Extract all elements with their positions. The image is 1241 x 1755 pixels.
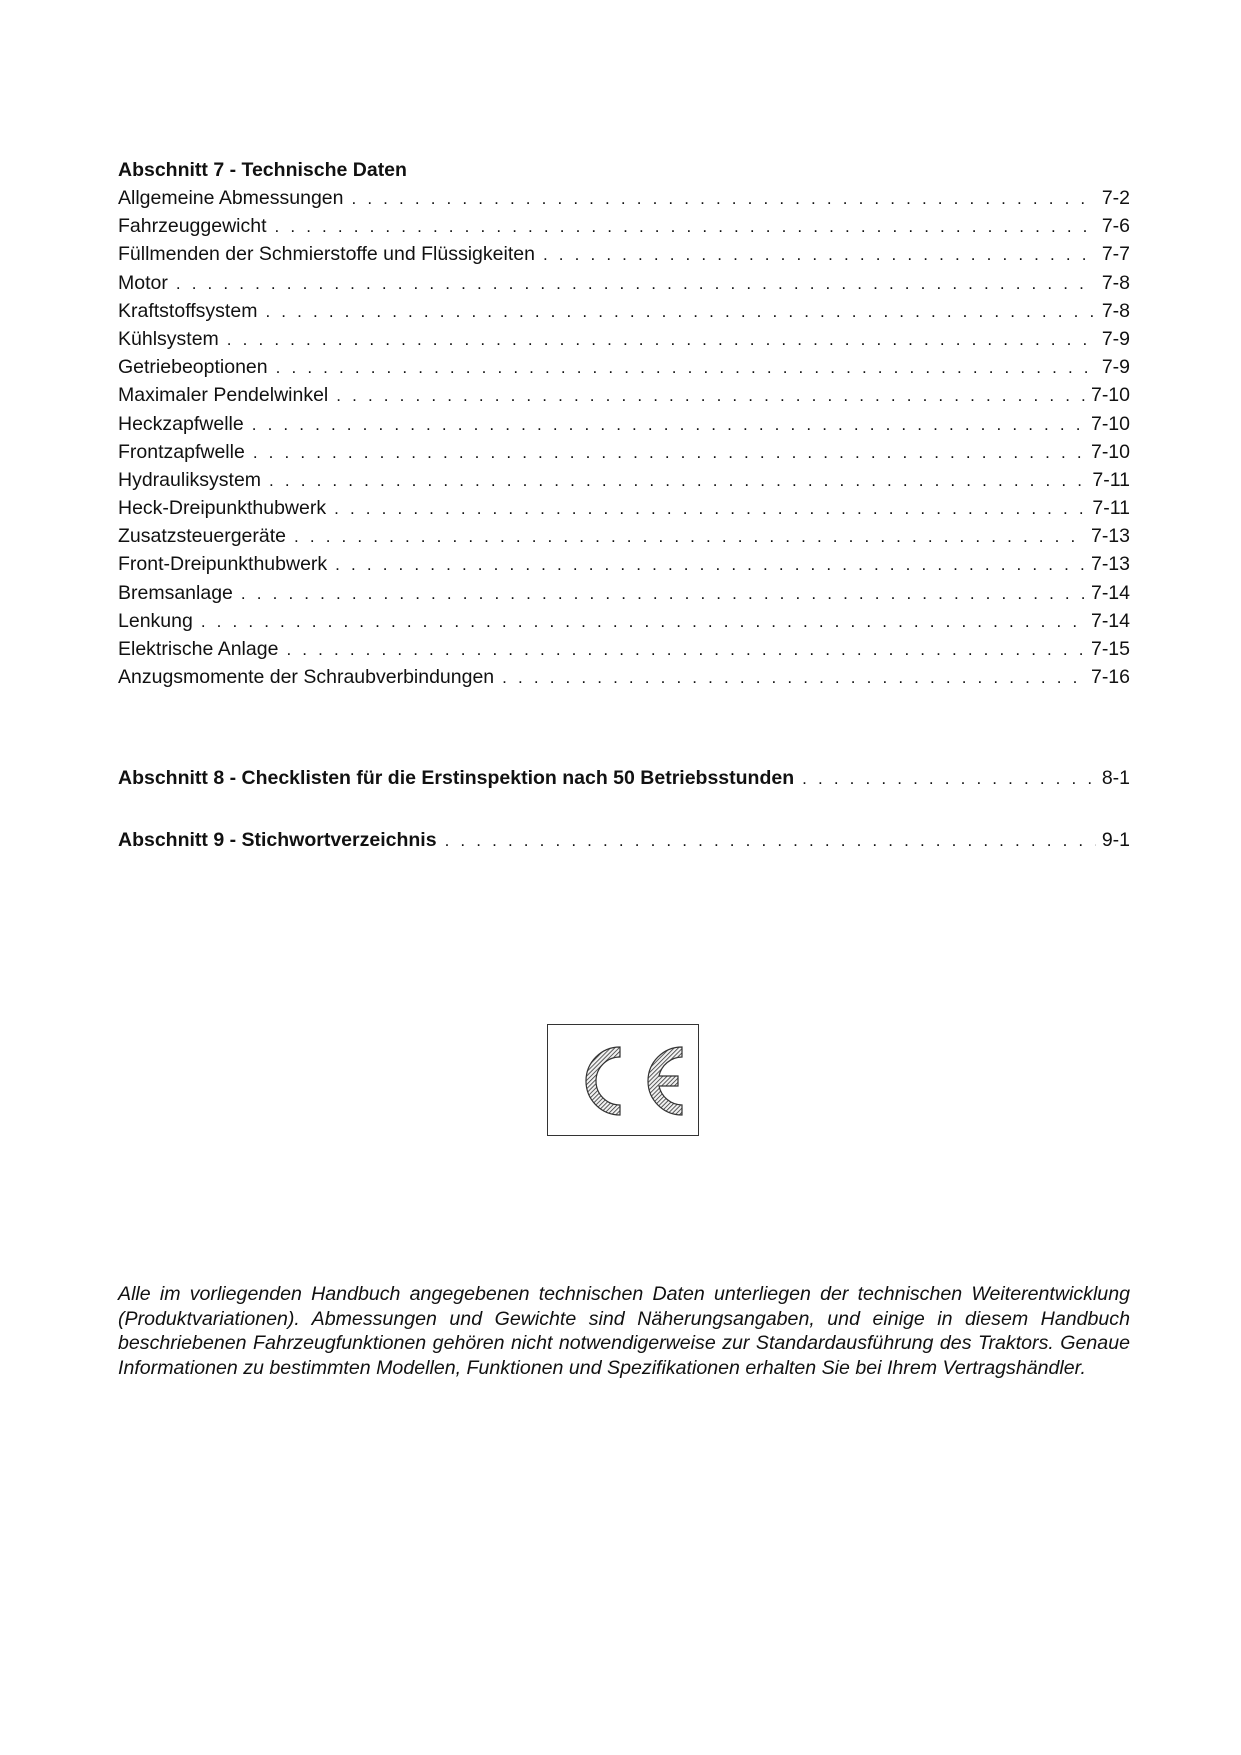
toc-entry-page: 7-14 xyxy=(1090,609,1130,632)
toc-entry[interactable] xyxy=(118,410,1130,438)
toc-entry-label: Anzugsmomente der Schraubverbindungen xyxy=(118,666,495,689)
toc-entry[interactable] xyxy=(118,607,1130,635)
toc-entry-page: 7-16 xyxy=(1090,666,1130,689)
ce-mark-icon xyxy=(548,1025,700,1137)
toc-entry-label: Füllmenden der Schmierstoffe und Flüssigkeiten xyxy=(118,243,535,266)
toc-entry[interactable] xyxy=(118,381,1130,409)
toc-entry[interactable] xyxy=(118,550,1130,578)
toc-entry[interactable] xyxy=(118,438,1130,466)
section-9-page: 9-1 xyxy=(1101,829,1130,851)
section-8-label: Abschnitt 8 - Checklisten für die Erstinspektion nach 50 Betriebsstunden xyxy=(118,767,795,789)
toc-entry-page: 7-13 xyxy=(1090,553,1130,576)
toc-entry-page: 7-8 xyxy=(1101,299,1130,322)
toc-entry[interactable] xyxy=(118,325,1130,353)
toc-entry[interactable] xyxy=(118,494,1130,522)
disclaimer-text: Alle im vorliegenden Handbuch angegebenen technischen Daten unterliegen der technischen Weiterentwicklung (Produktvariationen). Abmessungen und Gewichte sind Näherungsangaben, und einige in diesem Handbuch beschriebenen Fahrzeugfunktionen gehören nicht notwendigerweise zur Standardausführung des Traktors. Genaue Informationen zu bestimmten Modellen, Funktionen und Spezifikationen erhalten Sie bei Ihrem Vertragshändler. xyxy=(118,1283,1130,1379)
section-8-entry-wrapper xyxy=(118,764,1130,792)
section-9-label: Abschnitt 9 - Stichwortverzeichnis xyxy=(118,829,437,851)
dot-leader xyxy=(227,326,1096,354)
toc-entry-page: 7-8 xyxy=(1101,271,1130,294)
dot-leader xyxy=(265,298,1095,326)
toc-entry-label: Kühlsystem xyxy=(118,327,219,350)
toc-entry[interactable] xyxy=(118,579,1130,607)
dot-leader xyxy=(335,551,1085,579)
toc-entry[interactable] xyxy=(118,353,1130,381)
dot-leader xyxy=(502,664,1085,692)
toc-entry-label: Getriebeoptionen xyxy=(118,356,268,379)
section-9-entry[interactable] xyxy=(118,826,1130,854)
toc-entry-label: Bremsanlage xyxy=(118,581,233,604)
toc-entry-label: Heckzapfwelle xyxy=(118,412,244,435)
dot-leader xyxy=(286,636,1085,664)
toc-entry[interactable] xyxy=(118,184,1130,212)
toc-entry[interactable] xyxy=(118,240,1130,268)
toc-entry-page: 7-15 xyxy=(1090,638,1130,660)
toc-entry-label: Hydrauliksystem xyxy=(118,468,262,491)
toc-entry-label: Maximaler Pendelwinkel xyxy=(118,384,329,407)
toc-entry-label: Zusatzsteuergeräte xyxy=(118,525,287,548)
toc-entry[interactable] xyxy=(118,269,1130,297)
toc-entry-label: Front-Dreipunkthubwerk xyxy=(118,553,328,576)
toc-entry-label: Allgemeine Abmessungen xyxy=(118,187,344,209)
toc-entry[interactable] xyxy=(118,522,1130,550)
dot-leader xyxy=(802,765,1096,793)
toc-entry[interactable] xyxy=(118,212,1130,240)
dot-leader xyxy=(351,185,1095,213)
toc-entry-page: 7-11 xyxy=(1092,497,1130,520)
section-9-entry-wrapper xyxy=(118,826,1130,854)
toc-entry-label: Fahrzeuggewicht xyxy=(118,215,267,238)
toc-entry-page: 7-14 xyxy=(1090,581,1130,604)
toc-entry-page: 7-9 xyxy=(1101,356,1130,379)
dot-leader xyxy=(176,270,1096,298)
toc-entry-label: Lenkung xyxy=(118,609,193,632)
dot-leader xyxy=(241,580,1085,608)
section-8-entry[interactable] xyxy=(118,764,1130,792)
toc-entry[interactable] xyxy=(118,635,1130,663)
dot-leader xyxy=(445,827,1096,855)
dot-leader xyxy=(334,495,1086,523)
toc-entry-page: 7-10 xyxy=(1090,384,1130,407)
toc-entry-page: 7-7 xyxy=(1101,243,1130,266)
dot-leader xyxy=(275,213,1096,241)
toc-entry-page: 7-10 xyxy=(1090,440,1130,463)
section-7-heading: Abschnitt 7 - Technische Daten xyxy=(118,159,407,181)
toc-entry-page: 7-2 xyxy=(1101,187,1130,209)
dot-leader xyxy=(269,467,1086,495)
dot-leader xyxy=(201,608,1085,636)
dot-leader xyxy=(253,439,1085,467)
toc-entry-page: 7-6 xyxy=(1101,215,1130,238)
toc-entry-label: Kraftstoffsystem xyxy=(118,299,258,322)
dot-leader xyxy=(543,241,1096,269)
toc-entry-label: Heck-Dreipunkthubwerk xyxy=(118,497,327,520)
dot-leader xyxy=(276,354,1096,382)
toc-entry[interactable] xyxy=(118,466,1130,494)
toc-entry-page: 7-11 xyxy=(1092,468,1130,491)
toc-entry[interactable] xyxy=(118,297,1130,325)
dot-leader xyxy=(294,523,1085,551)
dot-leader xyxy=(336,382,1085,410)
toc-entry-label: Motor xyxy=(118,271,168,294)
toc-entry-label: Frontzapfwelle xyxy=(118,440,245,463)
table-of-contents xyxy=(118,156,1130,691)
ce-mark xyxy=(547,1024,699,1136)
dot-leader xyxy=(252,411,1085,439)
toc-entry-label: Elektrische Anlage xyxy=(118,638,279,660)
toc-entry[interactable] xyxy=(118,663,1130,691)
section-8-page: 8-1 xyxy=(1101,767,1130,789)
toc-entry-page: 7-9 xyxy=(1101,327,1130,350)
toc-entry-page: 7-10 xyxy=(1090,412,1130,435)
toc-entry-page: 7-13 xyxy=(1090,525,1130,548)
